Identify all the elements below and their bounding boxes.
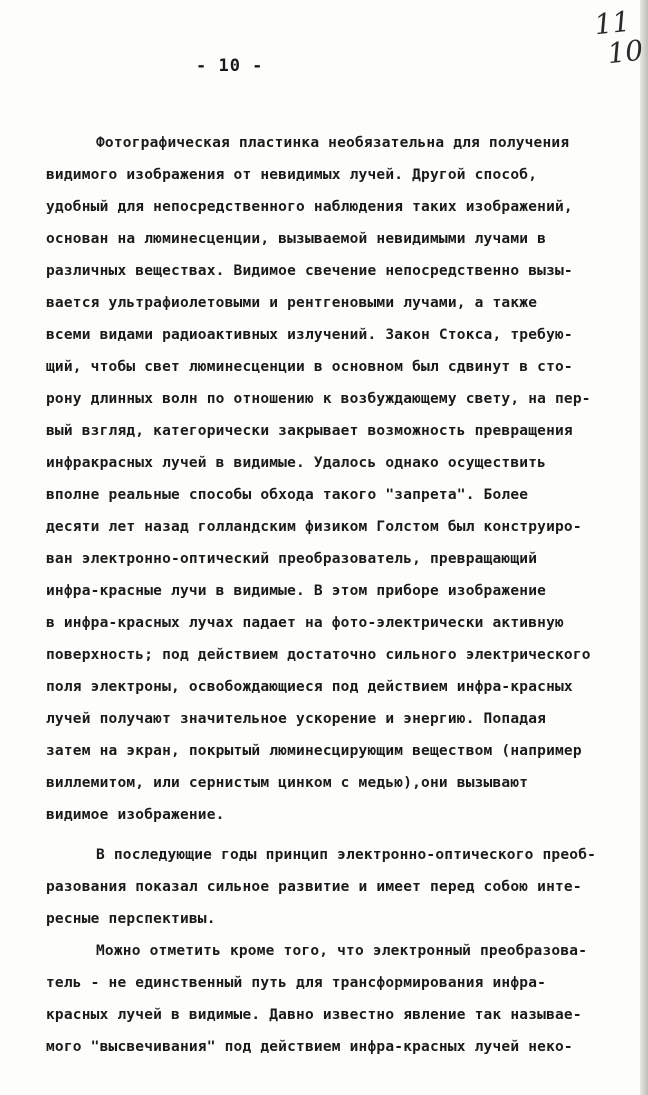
text-line: разования показал сильное развитие и имеет перед собою инте- [46, 879, 582, 895]
text-line: лучей получают значительное ускорение и энергию. Попадая [46, 711, 547, 727]
text-line: Можно отметить кроме того, что электронный преобразова- [96, 943, 588, 959]
text-line: Фотографическая пластинка необязательна для получения [96, 135, 570, 151]
text-line: в инфра-красных лучах падает на фото-электрически активную [46, 615, 564, 631]
text-line: ван электронно-оптический преобразователь, превращающий [46, 551, 538, 567]
text-line: вый взгляд, категорически закрывает возможность превращения [46, 423, 573, 439]
text-line: инфра-красные лучи в видимые. В этом приборе изображение [46, 583, 547, 599]
text-line: виллемитом, или сернистым цинком с медью),они вызывают [46, 775, 529, 791]
text-line: десяти лет назад голландским физиком Голстом был конструиро- [46, 519, 582, 535]
handwritten-page-number [593, 6, 645, 70]
text-line: красных лучей в видимые. Давно известно явление так называе- [46, 1007, 582, 1023]
text-line: В последующие годы принцип электронно-оптического преоб- [96, 847, 597, 863]
handwritten-number-2: 10 [605, 33, 645, 71]
handwritten-number-1: 11 [592, 4, 632, 42]
text-line: поля электроны, освобождающиеся под действием инфра-красных [46, 679, 573, 695]
text-line: щий, чтобы свет люминесценции в основном был сдвинут в сто- [46, 359, 573, 375]
text-line: видимого изображения от невидимых лучей. Другой способ, [46, 167, 538, 183]
text-line: всеми видами радиоактивных излучений. Закон Стокса, требую- [46, 327, 573, 343]
text-line: удобный для непосредственного наблюдения таких изображений, [46, 199, 573, 215]
text-line: тель - не единственный путь для трансформирования инфра- [46, 975, 547, 991]
text-line: рону длинных волн по отношению к возбуждающему свету, на пер- [46, 391, 591, 407]
text-line: мого "высвечивания" под действием инфра-красных лучей неко- [46, 1039, 573, 1055]
text-line: основан на люминесценции, вызываемой невидимыми лучами в [46, 231, 547, 247]
text-line: затем на экран, покрытый люминесцирующим веществом (например [46, 743, 582, 759]
text-line: поверхность; под действием достаточно сильного электрического [46, 647, 591, 663]
text-line: вается ультрафиолетовыми и рентгеновыми лучами, а также [46, 295, 538, 311]
text-line: ресные перспективы. [46, 911, 216, 927]
text-line: инфракрасных лучей в видимые. Удалось однако осуществить [46, 455, 547, 471]
text-line: вполне реальные способы обхода такого "запрета". Более [46, 487, 529, 503]
text-line: видимое изображение. [46, 807, 225, 823]
text-line: различных веществах. Видимое свечение непосредственно вызы- [46, 263, 573, 279]
page-number: - 10 - [196, 56, 264, 76]
page-edge [640, 0, 648, 1095]
